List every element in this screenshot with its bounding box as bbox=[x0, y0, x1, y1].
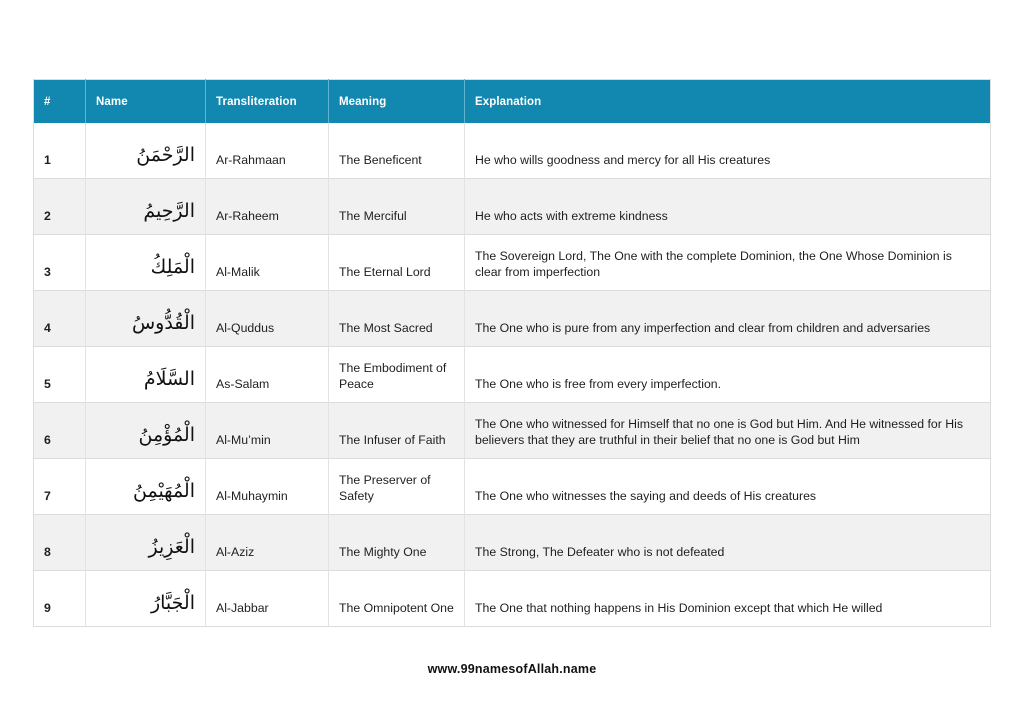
table-row bbox=[34, 459, 991, 515]
cell-transliteration: Al-Jabbar bbox=[206, 571, 329, 627]
cell-arabic-name bbox=[86, 179, 206, 235]
arabic-name-text: الْقُدُّوسُ bbox=[131, 311, 195, 334]
cell-transliteration: Al-Mu’min bbox=[206, 403, 329, 459]
cell-arabic-name bbox=[86, 403, 206, 459]
arabic-name-text: الْعَزِيزُ bbox=[148, 535, 195, 558]
column-header-explanation: Explanation bbox=[465, 80, 991, 124]
cell-arabic-name bbox=[86, 515, 206, 571]
cell-arabic-name bbox=[86, 235, 206, 291]
arabic-name-text: الرَّحْمَنُ bbox=[136, 143, 195, 166]
table-row bbox=[34, 235, 991, 291]
table-row bbox=[34, 179, 991, 235]
table-row bbox=[34, 123, 991, 179]
arabic-name-text: الْمَلِكُ bbox=[150, 255, 195, 278]
arabic-name-text: السَّلَامُ bbox=[143, 367, 195, 390]
cell-meaning: The Omnipotent One bbox=[329, 571, 465, 627]
cell-meaning: The Eternal Lord bbox=[329, 235, 465, 291]
arabic-name-text: الْجَبَّارُ bbox=[150, 591, 195, 614]
arabic-name-text: الرَّحِيمُ bbox=[143, 199, 195, 222]
table-row bbox=[34, 515, 991, 571]
cell-transliteration: Ar-Raheem bbox=[206, 179, 329, 235]
cell-explanation: The One that nothing happens in His Dominion except that which He willed bbox=[465, 571, 991, 627]
cell-explanation: The One who is free from every imperfection. bbox=[465, 347, 991, 403]
table-row bbox=[34, 347, 991, 403]
column-header-number: # bbox=[34, 80, 86, 124]
column-header-transliteration: Transliteration bbox=[206, 80, 329, 124]
column-header-name: Name bbox=[86, 80, 206, 124]
cell-number: 6 bbox=[34, 403, 86, 459]
cell-number: 5 bbox=[34, 347, 86, 403]
cell-arabic-name bbox=[86, 347, 206, 403]
table-row bbox=[34, 403, 991, 459]
cell-meaning: The Beneficent bbox=[329, 123, 465, 179]
cell-explanation: The One who witnessed for Himself that no one is God but Him. And He witnessed for His believers that they are truthful in their belief that no one is God but Him bbox=[465, 403, 991, 459]
cell-number: 8 bbox=[34, 515, 86, 571]
cell-number: 3 bbox=[34, 235, 86, 291]
cell-transliteration: Ar-Rahmaan bbox=[206, 123, 329, 179]
table-row bbox=[34, 291, 991, 347]
cell-meaning: The Embodiment of Peace bbox=[329, 347, 465, 403]
cell-number: 2 bbox=[34, 179, 86, 235]
table-row bbox=[34, 571, 991, 627]
cell-meaning: The Preserver of Safety bbox=[329, 459, 465, 515]
cell-arabic-name bbox=[86, 291, 206, 347]
cell-explanation: The Sovereign Lord, The One with the complete Dominion, the One Whose Dominion is clear from imperfection bbox=[465, 235, 991, 291]
names-table-container bbox=[33, 79, 990, 627]
cell-explanation: The Strong, The Defeater who is not defeated bbox=[465, 515, 991, 571]
cell-explanation: He who acts with extreme kindness bbox=[465, 179, 991, 235]
cell-arabic-name bbox=[86, 459, 206, 515]
cell-transliteration: Al-Muhaymin bbox=[206, 459, 329, 515]
cell-number: 1 bbox=[34, 123, 86, 179]
table-header-row bbox=[34, 80, 991, 124]
cell-number: 7 bbox=[34, 459, 86, 515]
cell-transliteration: Al-Quddus bbox=[206, 291, 329, 347]
table-header bbox=[34, 80, 991, 124]
footer-url: www.99namesofAllah.name bbox=[427, 662, 597, 676]
cell-arabic-name bbox=[86, 571, 206, 627]
cell-transliteration: As-Salam bbox=[206, 347, 329, 403]
table-body bbox=[34, 123, 991, 627]
column-header-meaning: Meaning bbox=[329, 80, 465, 124]
cell-explanation: The One who is pure from any imperfection and clear from children and adversaries bbox=[465, 291, 991, 347]
cell-explanation: He who wills goodness and mercy for all His creatures bbox=[465, 123, 991, 179]
cell-meaning: The Most Sacred bbox=[329, 291, 465, 347]
names-table bbox=[33, 79, 991, 627]
cell-arabic-name bbox=[86, 123, 206, 179]
cell-number: 4 bbox=[34, 291, 86, 347]
cell-meaning: The Infuser of Faith bbox=[329, 403, 465, 459]
cell-meaning: The Merciful bbox=[329, 179, 465, 235]
cell-explanation: The One who witnesses the saying and deeds of His creatures bbox=[465, 459, 991, 515]
cell-transliteration: Al-Malik bbox=[206, 235, 329, 291]
arabic-name-text: الْمُهَيْمِنُ bbox=[133, 479, 195, 502]
arabic-name-text: الْمُؤْمِنُ bbox=[138, 423, 195, 446]
cell-meaning: The Mighty One bbox=[329, 515, 465, 571]
cell-transliteration: Al-Aziz bbox=[206, 515, 329, 571]
cell-number: 9 bbox=[34, 571, 86, 627]
